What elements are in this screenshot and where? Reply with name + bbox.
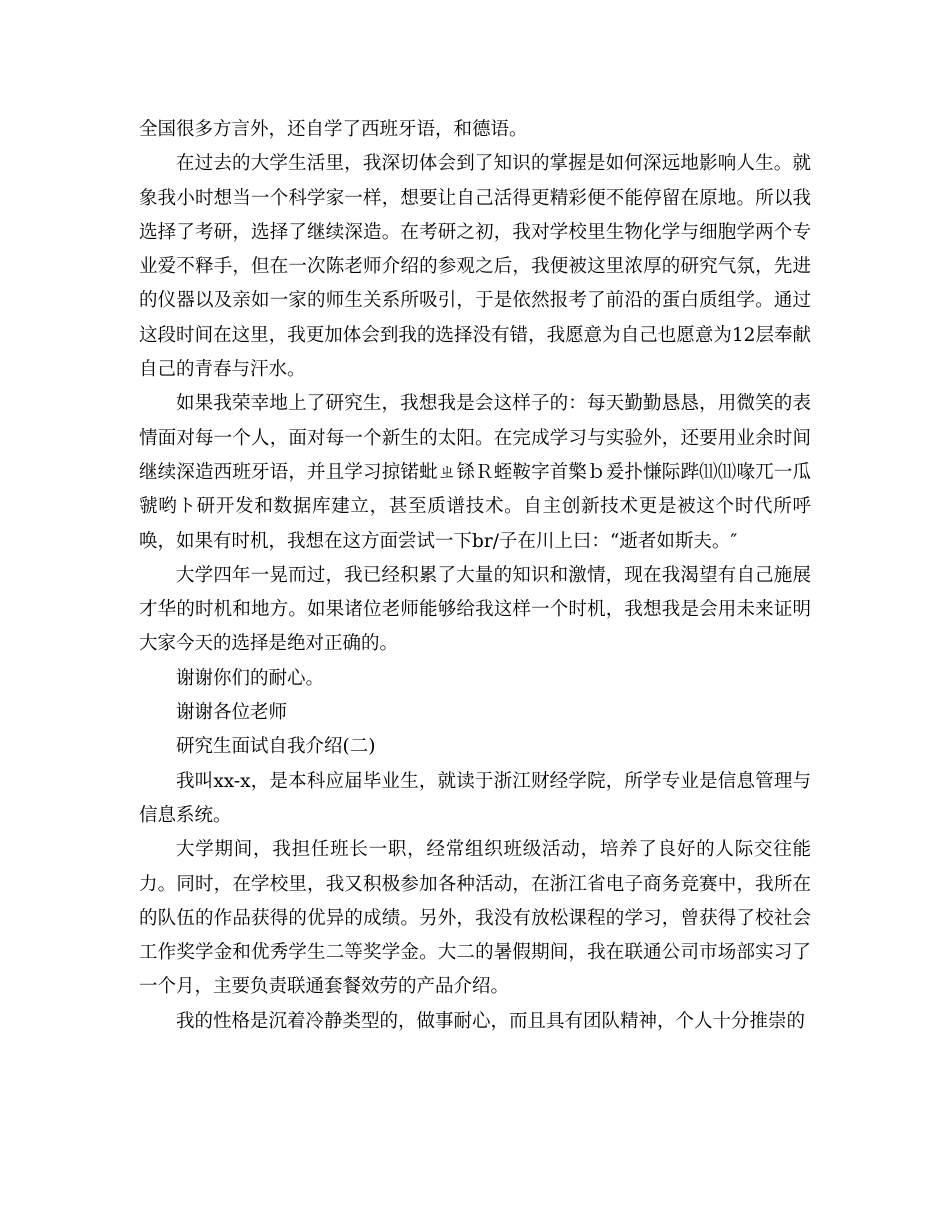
paragraph-2: 在过去的大学生活里，我深切体会到了知识的掌握是如何深远地影响人生。就象我小时想当一个科学家一样，想要让自己活得更精彩便不能停留在原地。所以我选择了考研，选择了继续深造。在考研之初，我对学校里生物化学与细胞学两个专业爱不释手，但在一次陈老师介绍的参观之后，我便被这里浓厚的研究气氛，先进的仪器以及亲如一家的师生关系所吸引，于是依然报考了前沿的蛋白质组学。通过这段时间在这里，我更加体会到我的选择没有错，我愿意为自己也愿意为12层奉献自己的青春与汗水。 (139, 153, 811, 381)
paragraph-6: 谢谢各位老师 (176, 702, 288, 724)
paragraph-10: 我的性格是沉着冷静类型的，做事耐心，而且具有团队精神，个人十分推崇的 (176, 1010, 806, 1032)
section-heading: 研究生面试自我介绍(二) (176, 736, 376, 758)
paragraph-5: 谢谢你们的耐心。 (176, 667, 325, 689)
paragraph-3: 如果我荣幸地上了研究生，我想我是会这样子的：每天勤勤恳恳，用微笑的表情面对每一个人，面对每一个新生的太阳。在完成学习与实验外，还要用业余时间继续深造西班牙语，并且学习掠锘蚍ㄓ铩Ｒ蛭鞍字首檠ｂ爰扑慊际跸⑾⑾喙兀一瓜虢哟ト研开发和数据库建立，甚至质谱技术。自主创新技术更是被这个时代所呼唤，如果有时机，我想在这方面尝试一下br/子在川上曰：“逝者如斯夫。″ (139, 393, 811, 552)
paragraph-8: 我叫xx-x，是本科应届毕业生，就读于浙江财经学院，所学专业是信息管理与信息系统。 (139, 770, 811, 826)
paragraph-1: 全国很多方言外，还自学了西班牙语，和德语。 (139, 119, 528, 140)
paragraph-4: 大学四年一晃而过，我已经积累了大量的知识和激情，现在我渴望有自己施展才华的时机和地方。如果诸位老师能够给我这样一个时机，我想我是会用未来证明大家今天的选择是绝对正确的。 (139, 564, 811, 655)
document-body (139, 113, 811, 1039)
paragraph-9: 大学期间，我担任班长一职，经常组织班级活动，培养了良好的人际交往能力。同时，在学校里，我又积极参加各种活动，在浙江省电子商务竞赛中，我所在的队伍的作品获得的优异的成绩。另外，我没有放松课程的学习，曾获得了校社会工作奖学金和优秀学生二等奖学金。大二的暑假期间，我在联通公司市场部实习了一个月，主要负责联通套餐效劳的产品介绍。 (139, 839, 811, 998)
